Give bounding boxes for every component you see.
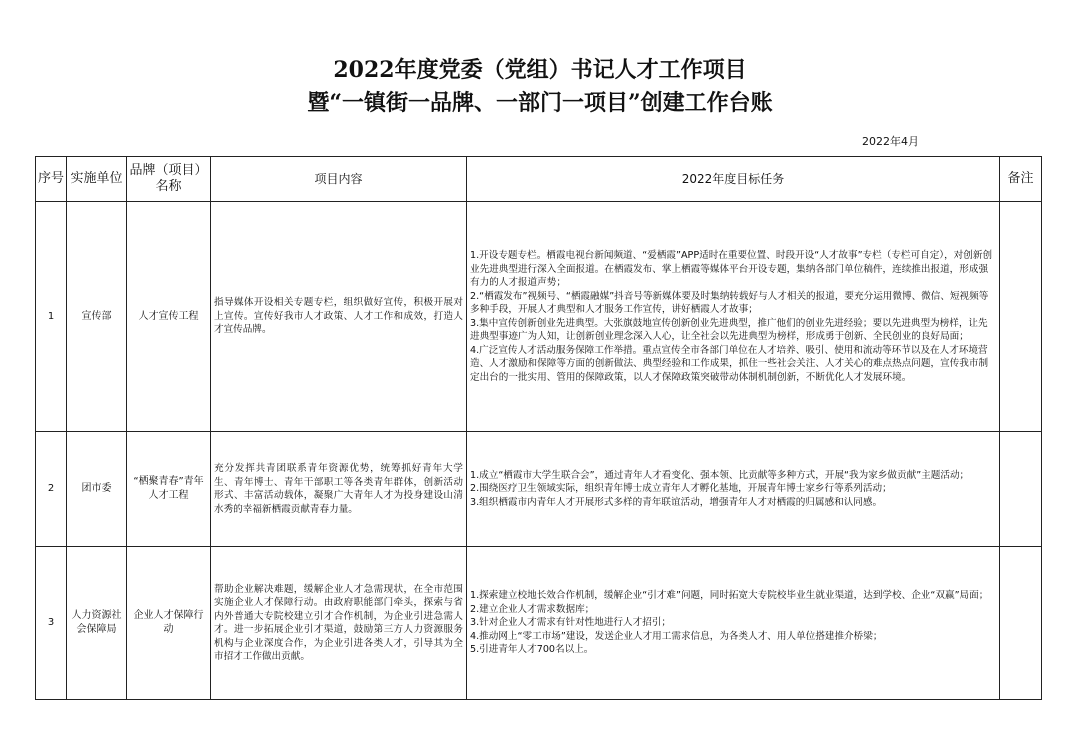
row-tasks bbox=[467, 432, 1000, 547]
task-item: 1.开设专题专栏。栖霞电视台新闻频道、“爱栖霞”APP适时在重要位置、时段开设“人才故事”专栏（专栏可自定），对创新创业先进典型进行深入全面报道。在栖霞发布、掌上栖霞等媒体平台开设专题，集纳各部门单位稿件，连续推出报道，形成强有力的人才报道声势； bbox=[470, 250, 993, 288]
task-item: 3.集中宣传创新创业先进典型。大张旗鼓地宣传创新创业先进典型，推广他们的创业先进经验；要以先进典型为榜样，让先进典型事迹广为人知，让创新创业理念深入人心，让全社会以先进典型为榜样，形成勇于创新、全民创业的良好局面； bbox=[470, 317, 988, 342]
task-item: 5.引进青年人才700名以上。 bbox=[470, 644, 594, 656]
row-no: 1 bbox=[36, 202, 67, 432]
row-unit: 人力资源社会保障局 bbox=[67, 547, 127, 700]
row-note bbox=[1000, 547, 1042, 700]
row-unit: 团市委 bbox=[67, 432, 127, 547]
header-unit: 实施单位 bbox=[67, 157, 127, 202]
document-date: 2022年4月 bbox=[862, 135, 919, 148]
header-note: 备注 bbox=[1000, 157, 1042, 202]
header-no: 序号 bbox=[36, 157, 67, 202]
header-tasks: 2022年度目标任务 bbox=[467, 157, 1000, 202]
table-row bbox=[36, 547, 1042, 700]
row-brand: “栖聚青春”青年人才工程 bbox=[127, 432, 211, 547]
row-no: 2 bbox=[36, 432, 67, 547]
task-item: 2.“栖霞发布”视频号、“栖霞融媒”抖音号等新媒体要及时集纳转载好与人才相关的报道，要充分运用微博、微信、短视频等多种手段，开展人才典型和人才服务工作宣传，讲好栖霞人才故事； bbox=[470, 290, 989, 315]
row-no: 3 bbox=[36, 547, 67, 700]
row-unit: 宣传部 bbox=[67, 202, 127, 432]
table-header-row bbox=[36, 157, 1042, 202]
row-brand: 企业人才保障行动 bbox=[127, 547, 211, 700]
task-item: 1.探索建立校地长效合作机制，缓解企业“引才难”问题，同时拓宽大专院校毕业生就业渠道，达到学校、企业“双赢”局面； bbox=[470, 590, 989, 602]
row-content: 指导媒体开设相关专题专栏，组织做好宣传，积极开展对上宣传。宣传好我市人才政策、人才工作和成效，打造人才宣传品牌。 bbox=[211, 202, 467, 432]
row-note bbox=[1000, 202, 1042, 432]
row-tasks bbox=[467, 202, 1000, 432]
task-item: 4.广泛宣传人才活动服务保障工作举措。重点宣传全市各部门单位在人才培养、吸引、使用和流动等环节以及在人才环境营造、人才激励和保障等方面的创新做法、典型经验和工作成果，抓住一些社会关注、人才关心的难点热点问题，宣传我市制定出台的一批实用、管用的保障政策，以人才保障政策突破带动体制机制创新，不断优化人才发展环境。 bbox=[470, 344, 989, 383]
row-content: 充分发挥共青团联系青年资源优势，统筹抓好青年大学生、青年博士、青年干部职工等各类青年群体，创新活动形式、丰富活动载体，凝聚广大青年人才为投身建设山清水秀的幸福新栖霞贡献青春力量。 bbox=[211, 432, 467, 547]
document-title-line1: 2022年度党委（党组）书记人才工作项目 bbox=[333, 57, 747, 83]
table-row bbox=[36, 432, 1042, 547]
task-item: 4.推动网上“零工市场”建设，发送企业人才用工需求信息，为各类人才、用人单位搭建推介桥梁； bbox=[470, 630, 883, 642]
task-item: 1.成立“栖霞市大学生联合会”，通过青年人才看变化、强本领、比贡献等多种方式，开展“我为家乡做贡献”主题活动； bbox=[470, 469, 970, 481]
task-item: 2.围绕医疗卫生领域实际，组织青年博士成立青年人才孵化基地，开展青年博士家乡行等系列活动； bbox=[470, 483, 892, 495]
header-content: 项目内容 bbox=[211, 157, 467, 202]
row-tasks bbox=[467, 547, 1000, 700]
header-brand: 品牌（项目）名称 bbox=[127, 157, 211, 202]
work-ledger-table bbox=[35, 156, 1042, 700]
task-item: 3.组织栖霞市内青年人才开展形式多样的青年联谊活动，增强青年人才对栖霞的归属感和认同感。 bbox=[470, 496, 883, 508]
task-item: 2.建立企业人才需求数据库； bbox=[470, 603, 595, 615]
row-brand: 人才宣传工程 bbox=[127, 202, 211, 432]
row-note bbox=[1000, 432, 1042, 547]
document-title-line2: 暨“一镇街一品牌、一部门一项目”创建工作台账 bbox=[307, 90, 773, 116]
task-item: 3.针对企业人才需求有针对性地进行人才招引； bbox=[470, 617, 672, 629]
row-content: 帮助企业解决难题，缓解企业人才急需现状，在全市范围实施企业人才保障行动。由政府职能部门牵头，探索与省内外普通大专院校建立引才合作机制，为企业引进急需人才。进一步拓展企业引才渠道，鼓励第三方人力资源服务机构与企业深度合作，为企业引进各类人才，引导其为全市招才工作做出贡献。 bbox=[211, 547, 467, 700]
table-row bbox=[36, 202, 1042, 432]
